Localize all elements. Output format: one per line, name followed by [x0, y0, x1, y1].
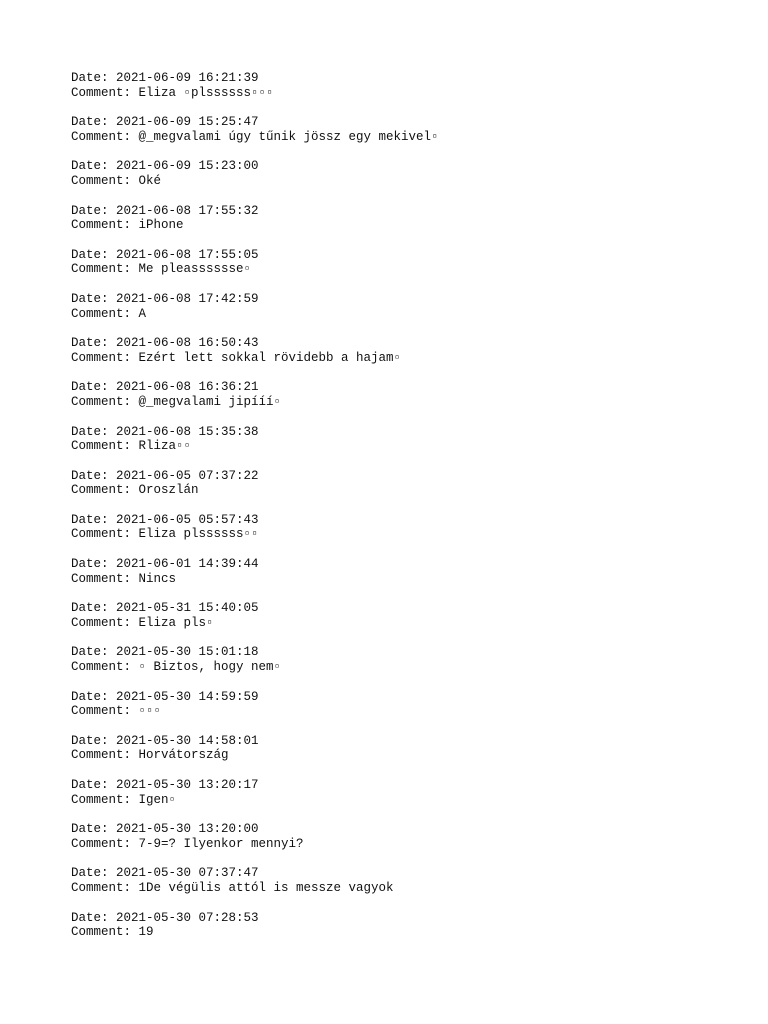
- date-value: 2021-06-05 07:37:22: [116, 468, 259, 483]
- comment-label: Comment:: [71, 615, 139, 630]
- comment-text: Me pleasssssse▫: [138, 262, 252, 277]
- entry-date: [71, 734, 731, 749]
- comment-label: Comment:: [71, 925, 139, 940]
- date-value: 2021-06-08 15:35:38: [116, 424, 259, 439]
- date-value: 2021-05-30 14:58:01: [116, 733, 259, 748]
- date-label: Date:: [71, 645, 117, 660]
- comment-entry: [71, 336, 731, 380]
- comment-entry: [71, 159, 731, 203]
- comment-entry: [71, 645, 731, 689]
- date-value: 2021-05-31 15:40:05: [116, 601, 259, 616]
- comment-text: Igen▫: [138, 792, 177, 807]
- comment-label: Comment:: [71, 880, 139, 895]
- entry-comment: [71, 925, 731, 940]
- date-value: 2021-05-30 07:37:47: [116, 866, 259, 881]
- comment-entry: [71, 469, 731, 513]
- comment-label: Comment:: [71, 748, 139, 763]
- comment-entry: [71, 778, 731, 822]
- comment-entry: [71, 71, 731, 115]
- date-label: Date:: [71, 822, 117, 837]
- comment-label: Comment:: [71, 571, 139, 586]
- date-label: Date:: [71, 512, 117, 527]
- comment-label: Comment:: [71, 439, 139, 454]
- date-label: Date:: [71, 336, 117, 351]
- entry-date: [71, 822, 731, 837]
- entry-comment: [71, 262, 731, 277]
- date-label: Date:: [71, 247, 117, 262]
- comment-entry: [71, 601, 731, 645]
- entry-date: [71, 866, 731, 881]
- date-label: Date:: [71, 733, 117, 748]
- comment-entry: [71, 690, 731, 734]
- date-label: Date:: [71, 689, 117, 704]
- date-value: 2021-05-30 07:28:53: [116, 910, 259, 925]
- date-label: Date:: [71, 557, 117, 572]
- comment-text: ▫▫▫: [138, 704, 162, 719]
- date-value: 2021-06-08 16:50:43: [116, 336, 259, 351]
- date-value: 2021-06-08 17:42:59: [116, 291, 259, 306]
- date-value: 2021-05-30 13:20:17: [116, 778, 259, 792]
- comment-entry: [71, 292, 731, 336]
- comment-entry: [71, 204, 731, 248]
- entry-comment: [71, 483, 731, 498]
- comment-text: ▫ Biztos, hogy nem▫: [138, 660, 282, 675]
- comment-text: Oké: [138, 173, 162, 188]
- entry-comment: [71, 616, 731, 631]
- date-value: 2021-06-09 15:25:47: [116, 115, 259, 130]
- date-value: 2021-06-08 17:55:32: [116, 203, 259, 218]
- comment-label: Comment:: [71, 836, 139, 851]
- comment-label: Comment:: [71, 483, 139, 498]
- comment-label: Comment:: [71, 262, 139, 277]
- comment-label: Comment:: [71, 792, 139, 807]
- comment-text: @_megvalami jipííí▫: [138, 394, 282, 409]
- comment-entry: [71, 911, 731, 955]
- entry-comment: [71, 837, 731, 852]
- entry-date: [71, 336, 731, 351]
- comment-entry: [71, 866, 731, 910]
- date-label: Date:: [71, 203, 117, 218]
- entry-date: [71, 601, 731, 616]
- entry-comment: [71, 660, 731, 675]
- entry-comment: [71, 130, 731, 145]
- entry-date: [71, 380, 731, 395]
- entry-comment: [71, 439, 731, 454]
- date-value: 2021-06-08 17:55:05: [116, 247, 259, 262]
- date-label: Date:: [71, 115, 117, 130]
- entry-date: [71, 292, 731, 307]
- comment-entry: [71, 822, 731, 866]
- entry-comment: [71, 307, 731, 322]
- entry-date: [71, 645, 731, 660]
- comment-text: Rliza▫▫: [138, 439, 192, 454]
- date-label: Date:: [71, 601, 117, 616]
- entry-comment: [71, 881, 731, 896]
- entry-comment: [71, 174, 731, 189]
- comment-label: Comment:: [71, 527, 139, 542]
- comment-text: Eliza pls▫: [138, 615, 214, 630]
- date-label: Date:: [71, 910, 117, 925]
- entry-comment: [71, 748, 731, 763]
- entry-comment: [71, 793, 731, 808]
- entry-date: [71, 557, 731, 572]
- comment-entry: [71, 557, 731, 601]
- comment-entry: [71, 513, 731, 557]
- date-label: Date:: [71, 380, 117, 395]
- comment-text: A: [138, 306, 147, 321]
- entry-comment: [71, 704, 731, 719]
- entry-comment: [71, 572, 731, 587]
- date-label: Date:: [71, 424, 117, 439]
- entry-date: [71, 248, 731, 263]
- entry-date: [71, 778, 731, 793]
- entry-date: [71, 71, 731, 86]
- date-label: Date:: [71, 468, 117, 483]
- date-value: 2021-05-30 15:01:18: [116, 645, 259, 660]
- entry-date: [71, 159, 731, 174]
- entry-date: [71, 425, 731, 440]
- date-label: Date:: [71, 159, 117, 174]
- date-value: 2021-05-30 13:20:00: [116, 822, 259, 837]
- entry-date: [71, 690, 731, 705]
- comment-label: Comment:: [71, 394, 139, 409]
- comment-text: 19: [138, 925, 154, 940]
- entry-comment: [71, 218, 731, 233]
- comment-text: Nincs: [138, 571, 177, 586]
- comment-label: Comment:: [71, 129, 139, 144]
- comment-entry: [71, 380, 731, 424]
- comment-label: Comment:: [71, 306, 139, 321]
- comment-text: Ezért lett sokkal rövidebb a hajam▫: [138, 350, 402, 365]
- comment-text: @_megvalami úgy tűnik jössz egy mekivel▫: [138, 129, 439, 144]
- date-label: Date:: [71, 778, 117, 792]
- comment-text: 1De végülis attól is messze vagyok: [138, 880, 394, 895]
- comment-log: [71, 71, 731, 955]
- date-value: 2021-06-09 15:23:00: [116, 159, 259, 174]
- date-label: Date:: [71, 71, 117, 85]
- comment-text: Horvátország: [138, 748, 229, 763]
- comment-text: Oroszlán: [138, 483, 199, 498]
- comment-text: 7-9=? Ilyenkor mennyi?: [138, 836, 304, 851]
- entry-comment: [71, 527, 731, 542]
- comment-label: Comment:: [71, 660, 139, 675]
- entry-date: [71, 469, 731, 484]
- entry-comment: [71, 395, 731, 410]
- comment-text: Eliza ▫plssssss▫▫▫: [138, 85, 274, 100]
- date-label: Date:: [71, 291, 117, 306]
- comment-label: Comment:: [71, 704, 139, 719]
- comment-label: Comment:: [71, 218, 139, 233]
- entry-comment: [71, 86, 731, 101]
- comment-entry: [71, 425, 731, 469]
- comment-entry: [71, 248, 731, 292]
- entry-comment: [71, 351, 731, 366]
- date-value: 2021-06-08 16:36:21: [116, 380, 259, 395]
- date-value: 2021-05-30 14:59:59: [116, 689, 259, 704]
- comment-entry: [71, 115, 731, 159]
- comment-text: Eliza plssssss▫▫: [138, 527, 259, 542]
- date-value: 2021-06-01 14:39:44: [116, 557, 259, 572]
- entry-date: [71, 204, 731, 219]
- comment-entry: [71, 734, 731, 778]
- entry-date: [71, 911, 731, 926]
- entry-date: [71, 513, 731, 528]
- comment-label: Comment:: [71, 350, 139, 365]
- comment-text: iPhone: [138, 218, 184, 233]
- comment-label: Comment:: [71, 85, 139, 100]
- date-label: Date:: [71, 866, 117, 881]
- entry-date: [71, 115, 731, 130]
- comment-label: Comment:: [71, 173, 139, 188]
- date-value: 2021-06-05 05:57:43: [116, 512, 259, 527]
- date-value: 2021-06-09 16:21:39: [116, 71, 259, 85]
